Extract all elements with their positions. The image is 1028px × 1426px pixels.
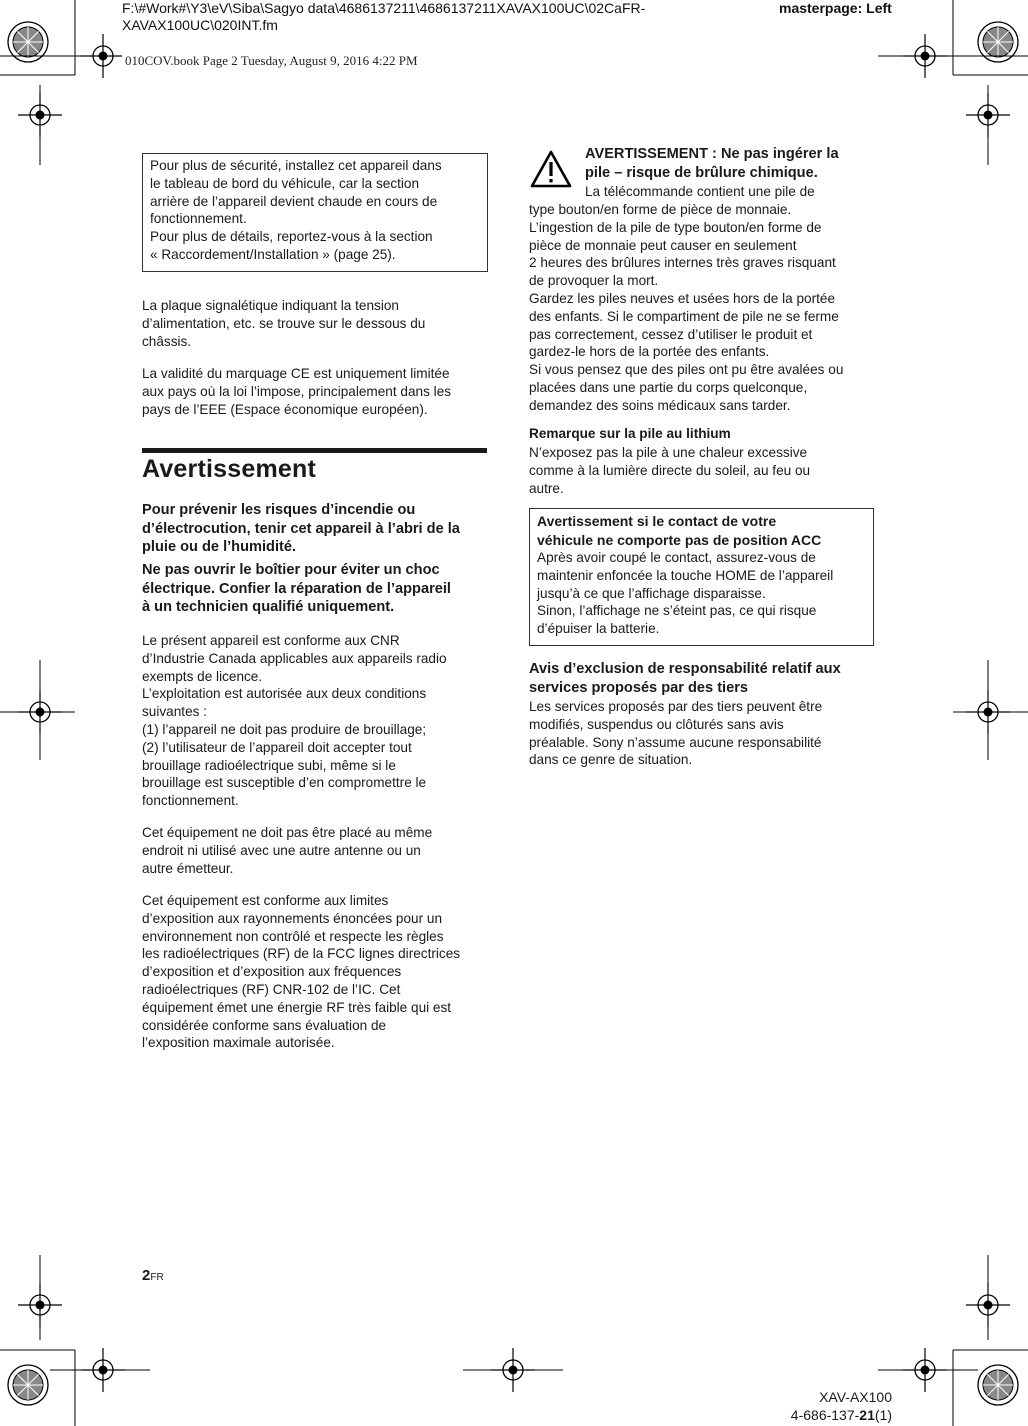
acc-warning-title — [537, 512, 866, 549]
industry-canada-paragraph-line: d’Industrie Canada applicables aux appareils radio — [142, 650, 447, 666]
file-path-line-2: XAVAX100UC\020INT.fm — [122, 17, 278, 33]
shock-warning — [142, 561, 492, 617]
acc-warning-box — [529, 508, 874, 646]
warning-triangle-icon — [530, 150, 572, 188]
battery-warning-body-line: L’ingestion de la pile de type bouton/en forme de — [529, 219, 822, 235]
acc-warning-body-line: d’épuiser la batterie. — [537, 621, 660, 637]
masterpage-label: masterpage: Left — [779, 0, 892, 16]
industry-canada-paragraph-line: L’exploitation est autorisée aux deux conditions — [142, 686, 427, 702]
disclaimer-title-line: Avis d’exclusion de responsabilité relatif aux — [529, 661, 841, 677]
acc-warning-body-line: maintenir enfoncée la touche HOME de l’appareil — [537, 567, 834, 583]
page-number-value: 2 — [142, 1267, 151, 1284]
battery-warning-body-line: Si vous pensez que des piles ont pu être avalées ou — [529, 362, 844, 378]
rf-exposure-paragraph-line: environnement non contrôlé et respecte les règles — [142, 928, 444, 944]
nameplate-paragraph-line: d’alimentation, etc. se trouve sur le dessous du — [142, 315, 426, 331]
safety-notice-text — [150, 157, 480, 264]
battery-warning-first-line: La télécommande contient une pile de — [585, 184, 815, 199]
antenna-paragraph-line: endroit ni utilisé avec une autre antenne ou un — [142, 842, 421, 858]
battery-warning-body-line: Gardez les piles neuves et usées hors de la portée — [529, 290, 836, 306]
lithium-body — [529, 444, 879, 497]
section-rule — [142, 448, 487, 453]
ce-marking-paragraph-line: aux pays où la loi l’impose, principalement dans les — [142, 383, 452, 399]
safety-notice-text-line: fonctionnement. — [150, 211, 247, 227]
rf-exposure-paragraph-line: équipement émet une énergie RF très faible qui est — [142, 999, 452, 1015]
acc-warning-body-line: Après avoir coupé le contact, assurez-vous de — [537, 550, 816, 565]
lithium-body-line: comme à la lumière directe du soleil, au feu ou — [529, 462, 811, 478]
rf-exposure-paragraph-line: l’exposition maximale autorisée. — [142, 1035, 335, 1051]
model-name: XAV-AX100 — [819, 1389, 892, 1405]
shock-warning-line: électrique. Confier la réparation de l’appareil — [142, 580, 451, 597]
safety-notice-box — [142, 153, 488, 272]
industry-canada-paragraph — [142, 632, 492, 810]
disclaimer-body-line: préalable. Sony n’assume aucune responsabilité — [529, 734, 822, 750]
fire-warning-line: pluie ou de l’humidité. — [142, 539, 297, 555]
battery-warning-body-line: pas correctement, cessez d’utiliser le produit et — [529, 326, 813, 342]
part-number — [791, 1406, 892, 1424]
rf-exposure-paragraph-line: radioélectriques (RF) CNR-102 de l’IC. Cet — [142, 981, 401, 997]
rf-exposure-paragraph-line: d’exposition aux rayonnements énoncées pour un — [142, 910, 443, 926]
industry-canada-paragraph-line: brouillage est susceptible d’en compromettre le — [142, 775, 427, 791]
disclaimer-title — [529, 660, 879, 697]
lithium-body-line: autre. — [529, 480, 564, 496]
acc-warning-body — [537, 549, 866, 638]
ce-marking-paragraph-line: pays de l’EEE (Espace économique européen). — [142, 401, 428, 417]
battery-warning-body-line: gardez-le hors de la portée des enfants. — [529, 344, 770, 360]
battery-warning-body-line: placées dans une partie du corps quelconque, — [529, 379, 808, 395]
page-number-suffix: FR — [150, 1272, 164, 1283]
disclaimer-body-line: dans ce genre de situation. — [529, 752, 693, 768]
rf-exposure-paragraph — [142, 892, 492, 1052]
part-number-suffix: (1) — [874, 1407, 892, 1423]
fire-warning-line: d’électrocution, tenir cet appareil à l’abri de la — [142, 520, 460, 537]
part-number-bold: 21 — [859, 1407, 875, 1423]
battery-warning-body — [529, 201, 879, 415]
part-number-prefix: 4-686-137- — [790, 1407, 860, 1423]
rf-exposure-paragraph-line: d’exposition et d’exposition aux fréquences — [142, 964, 402, 980]
file-path — [122, 0, 722, 34]
acc-warning-title-line: véhicule ne comporte pas de position ACC — [537, 531, 822, 548]
ce-marking-paragraph — [142, 365, 492, 418]
lithium-body-line: N’exposez pas la pile à une chaleur excessive — [529, 445, 808, 460]
battery-warning-body-line: des enfants. Si le compartiment de pile ne se ferme — [529, 308, 839, 324]
acc-warning-body-line: Sinon, l’affichage ne s’éteint pas, ce qui risque — [537, 603, 817, 619]
safety-notice-text-line: arrière de l’appareil devient chaude en cours de — [150, 193, 438, 209]
industry-canada-paragraph-line: (2) l’utilisateur de l’appareil doit accepter tout — [142, 739, 412, 755]
acc-warning-title-line: Avertissement si le contact de votre — [537, 513, 777, 529]
industry-canada-paragraph-line: (1) l’appareil ne doit pas produire de brouillage; — [142, 721, 427, 737]
battery-warning-body-line: pièce de monnaie peut causer en seulement — [529, 237, 797, 253]
battery-warning-title — [585, 145, 885, 182]
antenna-paragraph — [142, 824, 492, 877]
industry-canada-paragraph-line: suivantes : — [142, 704, 207, 720]
fire-warning-line: Pour prévenir les risques d’incendie ou — [142, 502, 416, 518]
battery-warning-body-line: demandez des soins médicaux sans tarder. — [529, 397, 791, 413]
acc-warning-body-line: jusqu’à ce que l’affichage disparaisse. — [537, 585, 766, 601]
section-title: Avertissement — [142, 455, 316, 483]
safety-notice-text-line: « Raccordement/Installation » (page 25). — [150, 246, 396, 262]
safety-notice-text-line: le tableau de bord du véhicule, car la section — [150, 175, 420, 191]
rf-exposure-paragraph-line: considérée conforme sans évaluation de — [142, 1017, 387, 1033]
rf-exposure-paragraph-line: les radioélectriques (RF) de la FCC lignes directrices — [142, 946, 461, 962]
shock-warning-line: à un technicien qualifié uniquement. — [142, 599, 395, 615]
fire-warning — [142, 501, 492, 557]
battery-warning-body-line: type bouton/en forme de pièce de monnaie. — [529, 202, 792, 217]
industry-canada-paragraph-line: brouillage radioélectrique subi, même si le — [142, 757, 396, 773]
antenna-paragraph-line: autre émetteur. — [142, 860, 234, 876]
disclaimer-body — [529, 698, 879, 769]
nameplate-paragraph-line: La plaque signalétique indiquant la tension — [142, 298, 399, 313]
nameplate-paragraph — [142, 297, 492, 350]
battery-warning-body-line: 2 heures des brûlures internes très graves risquant — [529, 255, 836, 271]
nameplate-paragraph-line: châssis. — [142, 333, 192, 349]
shock-warning-line: Ne pas ouvrir le boîtier pour éviter un choc — [142, 562, 440, 578]
industry-canada-paragraph-line: fonctionnement. — [142, 793, 239, 809]
page-number — [142, 1267, 164, 1284]
model-info — [791, 1388, 892, 1424]
antenna-paragraph-line: Cet équipement ne doit pas être placé au même — [142, 825, 433, 840]
safety-notice-text-line: Pour plus de détails, reportez-vous à la section — [150, 229, 433, 245]
ce-marking-paragraph-line: La validité du marquage CE est uniquement limitée — [142, 366, 450, 381]
battery-warning-title-line: AVERTISSEMENT : Ne pas ingérer la — [585, 146, 839, 162]
battery-warning-title-line: pile – risque de brûlure chimique. — [585, 164, 818, 181]
rf-exposure-paragraph-line: Cet équipement est conforme aux limites — [142, 893, 389, 908]
disclaimer-body-line: Les services proposés par des tiers peuvent être — [529, 699, 823, 714]
disclaimer-title-line: services proposés par des tiers — [529, 679, 749, 696]
safety-notice-text-line: Pour plus de sécurité, installez cet appareil dans — [150, 158, 442, 173]
lithium-title: Remarque sur la pile au lithium — [529, 426, 731, 441]
disclaimer-body-line: modifiés, suspendus ou clôturés sans avis — [529, 716, 784, 732]
file-path-line-1: F:\#Work#\Y3\eV\Siba\Sagyo data\4686137211\4686137211XAVAX100UC\02CaFR- — [122, 0, 646, 16]
battery-warning-body-line: de provoquer la mort. — [529, 273, 659, 289]
industry-canada-paragraph-line: exempts de licence. — [142, 668, 263, 684]
book-info: 010COV.book Page 2 Tuesday, August 9, 2016 4:22 PM — [122, 53, 421, 69]
industry-canada-paragraph-line: Le présent appareil est conforme aux CNR — [142, 633, 400, 648]
